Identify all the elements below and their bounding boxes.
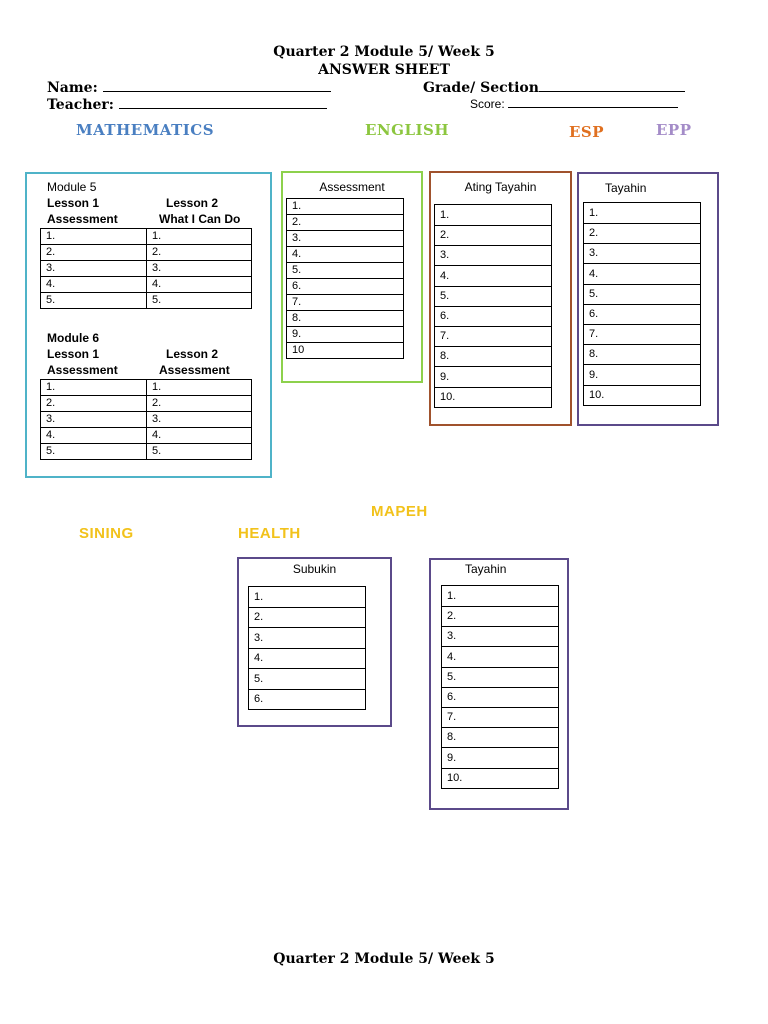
- answer-cell[interactable]: 1.: [147, 229, 252, 245]
- table-row: [435, 287, 552, 307]
- answer-cell[interactable]: 3.: [249, 628, 366, 649]
- page-subtitle: ANSWER SHEET: [318, 62, 450, 78]
- epp-heading: EPP: [656, 121, 692, 139]
- answer-cell[interactable]: 10: [287, 343, 404, 359]
- table-row: [442, 607, 559, 627]
- answer-cell[interactable]: 10.: [442, 769, 559, 789]
- score-label: Score:: [470, 97, 505, 111]
- page-title: Quarter 2 Module 5/ Week 5: [273, 44, 495, 60]
- health-heading: HEALTH: [238, 525, 301, 542]
- answer-cell[interactable]: 2.: [584, 224, 701, 244]
- answer-cell[interactable]: 6.: [287, 279, 404, 295]
- answer-cell[interactable]: 4.: [287, 247, 404, 263]
- answer-cell[interactable]: 5.: [249, 669, 366, 690]
- answer-cell[interactable]: 5.: [435, 287, 552, 307]
- esp-box: [429, 171, 572, 426]
- english-box: [281, 171, 423, 383]
- table-row: [584, 325, 701, 345]
- name-label: Name:: [47, 80, 98, 96]
- answer-cell[interactable]: 2.: [435, 226, 552, 246]
- answer-cell[interactable]: 7.: [442, 708, 559, 728]
- score-field[interactable]: [508, 97, 678, 108]
- esp-box-title: Ating Tayahin: [464, 180, 537, 194]
- esp-answer-table: [434, 204, 552, 408]
- table-row: [287, 327, 404, 343]
- mapeh-box-title: Tayahin: [465, 562, 507, 576]
- answer-cell[interactable]: 6.: [584, 305, 701, 325]
- table-row: [584, 244, 701, 264]
- page-footer: Quarter 2 Module 5/ Week 5: [273, 951, 495, 967]
- answer-cell[interactable]: 3.: [442, 627, 559, 647]
- answer-cell[interactable]: 3.: [287, 231, 404, 247]
- answer-cell[interactable]: 8.: [435, 347, 552, 367]
- teacher-field[interactable]: [119, 96, 327, 109]
- answer-cell[interactable]: 5.: [147, 293, 252, 309]
- answer-cell[interactable]: 7.: [435, 327, 552, 347]
- table-row: [41, 444, 252, 460]
- answer-cell[interactable]: 1.: [287, 199, 404, 215]
- health-box-title: Subukin: [292, 562, 337, 576]
- table-row: [442, 627, 559, 647]
- answer-cell[interactable]: 4.: [41, 277, 147, 293]
- esp-heading: ESP: [569, 123, 605, 141]
- answer-cell[interactable]: 3.: [41, 412, 147, 428]
- table-row: [584, 224, 701, 244]
- table-row: [249, 669, 366, 690]
- mapeh-box: [429, 558, 569, 810]
- math-box: [25, 172, 272, 478]
- m6-lesson2-sub: Assessment: [159, 363, 230, 377]
- answer-cell[interactable]: 2.: [249, 608, 366, 628]
- answer-cell[interactable]: 3.: [435, 246, 552, 266]
- health-box: [237, 557, 392, 727]
- answer-cell[interactable]: 7.: [287, 295, 404, 311]
- table-row: [249, 587, 366, 608]
- table-row: [435, 307, 552, 327]
- table-row: [584, 305, 701, 325]
- answer-cell[interactable]: 2.: [147, 245, 252, 261]
- table-row: [584, 345, 701, 365]
- name-field[interactable]: [103, 79, 331, 92]
- answer-cell[interactable]: 9.: [584, 365, 701, 386]
- answer-cell[interactable]: 5.: [287, 263, 404, 279]
- answer-cell[interactable]: 5.: [442, 668, 559, 688]
- answer-cell[interactable]: 3.: [147, 261, 252, 277]
- table-row: [442, 668, 559, 688]
- answer-cell[interactable]: 9.: [287, 327, 404, 343]
- table-row: [41, 293, 252, 309]
- answer-cell[interactable]: 3.: [584, 244, 701, 264]
- table-row: [41, 245, 252, 261]
- m6-answer-table: [40, 379, 252, 460]
- table-row: [435, 246, 552, 266]
- epp-box: [577, 172, 719, 426]
- table-row: [41, 428, 252, 444]
- answer-cell[interactable]: 3.: [147, 412, 252, 428]
- answer-cell[interactable]: 7.: [584, 325, 701, 345]
- table-row: [41, 396, 252, 412]
- table-row: [442, 748, 559, 769]
- english-heading: ENGLISH: [365, 121, 450, 139]
- table-row: [435, 347, 552, 367]
- answer-cell[interactable]: 5.: [147, 444, 252, 460]
- answer-cell[interactable]: 1.: [584, 203, 701, 224]
- table-row: [41, 380, 252, 396]
- table-row: [584, 285, 701, 305]
- mapeh-answer-table: [441, 585, 559, 789]
- answer-cell[interactable]: 8.: [442, 728, 559, 748]
- m5-answer-table: [40, 228, 252, 309]
- m6-lesson1-label: Lesson 1: [47, 347, 100, 361]
- answer-cell[interactable]: 4.: [435, 266, 552, 287]
- grade-line: [423, 79, 685, 96]
- table-row: [442, 647, 559, 668]
- m5-lesson1-label: Lesson 1: [47, 196, 100, 210]
- grade-label: Grade/ Section: [423, 80, 539, 96]
- table-row: [435, 226, 552, 246]
- table-row: [249, 690, 366, 710]
- table-row: [584, 264, 701, 285]
- answer-cell[interactable]: 6.: [249, 690, 366, 710]
- m6-lesson2-label: Lesson 2: [166, 347, 219, 361]
- answer-cell[interactable]: 5.: [584, 285, 701, 305]
- answer-cell[interactable]: 5.: [41, 293, 147, 309]
- table-row: [442, 728, 559, 748]
- teacher-label: Teacher:: [47, 97, 114, 113]
- answer-cell[interactable]: 2.: [147, 396, 252, 412]
- table-row: [41, 412, 252, 428]
- grade-field[interactable]: [539, 79, 685, 92]
- health-answer-table: [248, 586, 366, 710]
- answer-cell[interactable]: 3.: [41, 261, 147, 277]
- table-row: [41, 229, 252, 245]
- answer-cell[interactable]: 1.: [41, 380, 147, 396]
- table-row: [287, 279, 404, 295]
- table-row: [584, 386, 701, 406]
- table-row: [287, 231, 404, 247]
- answer-cell[interactable]: 6.: [435, 307, 552, 327]
- answer-cell[interactable]: 8.: [287, 311, 404, 327]
- score-line: [470, 97, 678, 111]
- module5-label: Module 5: [47, 180, 97, 194]
- answer-cell[interactable]: 4.: [147, 277, 252, 293]
- answer-cell[interactable]: 4.: [249, 649, 366, 669]
- table-row: [442, 688, 559, 708]
- table-row: [249, 649, 366, 669]
- answer-cell[interactable]: 1.: [249, 587, 366, 608]
- answer-cell[interactable]: 9.: [435, 367, 552, 388]
- m5-lesson2-sub: What I Can Do: [159, 212, 241, 226]
- answer-cell[interactable]: 1.: [435, 205, 552, 226]
- table-row: [41, 261, 252, 277]
- table-row: [442, 708, 559, 728]
- table-row: [584, 203, 701, 224]
- epp-answer-table: [583, 202, 701, 406]
- answer-cell[interactable]: 1.: [147, 380, 252, 396]
- table-row: [435, 266, 552, 287]
- answer-cell[interactable]: 4.: [147, 428, 252, 444]
- math-heading: MATHEMATICS: [76, 121, 215, 139]
- table-row: [287, 263, 404, 279]
- answer-cell[interactable]: 1.: [41, 229, 147, 245]
- table-row: [435, 367, 552, 388]
- table-row: [442, 586, 559, 607]
- answer-cell[interactable]: 10.: [584, 386, 701, 406]
- epp-box-title: Tayahin: [605, 181, 647, 195]
- answer-cell[interactable]: 2.: [41, 245, 147, 261]
- answer-cell[interactable]: 1.: [442, 586, 559, 607]
- table-row: [435, 327, 552, 347]
- answer-cell[interactable]: 2.: [41, 396, 147, 412]
- mapeh-heading: MAPEH: [371, 503, 428, 520]
- table-row: [249, 608, 366, 628]
- table-row: [287, 215, 404, 231]
- name-line: [47, 79, 331, 96]
- answer-cell[interactable]: 10.: [435, 388, 552, 408]
- answer-cell[interactable]: 9.: [442, 748, 559, 769]
- answer-cell[interactable]: 2.: [442, 607, 559, 627]
- sining-heading: SINING: [79, 525, 134, 542]
- english-answer-table: [286, 198, 404, 359]
- m5-lesson2-label: Lesson 2: [166, 196, 219, 210]
- table-row: [584, 365, 701, 386]
- table-row: [435, 205, 552, 226]
- answer-cell[interactable]: 4.: [41, 428, 147, 444]
- english-box-title: Assessment: [319, 180, 385, 194]
- answer-cell[interactable]: 8.: [584, 345, 701, 365]
- answer-cell[interactable]: 5.: [41, 444, 147, 460]
- table-row: [249, 628, 366, 649]
- answer-cell[interactable]: 2.: [287, 215, 404, 231]
- table-row: [287, 343, 404, 359]
- table-row: [41, 277, 252, 293]
- table-row: [435, 388, 552, 408]
- m5-lesson1-sub: Assessment: [47, 212, 118, 226]
- module6-label: Module 6: [47, 331, 100, 345]
- table-row: [442, 769, 559, 789]
- answer-cell[interactable]: 6.: [442, 688, 559, 708]
- table-row: [287, 311, 404, 327]
- table-row: [287, 199, 404, 215]
- table-row: [287, 247, 404, 263]
- teacher-line: [47, 96, 327, 113]
- table-row: [287, 295, 404, 311]
- answer-cell[interactable]: 4.: [584, 264, 701, 285]
- answer-cell[interactable]: 4.: [442, 647, 559, 668]
- m6-lesson1-sub: Assessment: [47, 363, 118, 377]
